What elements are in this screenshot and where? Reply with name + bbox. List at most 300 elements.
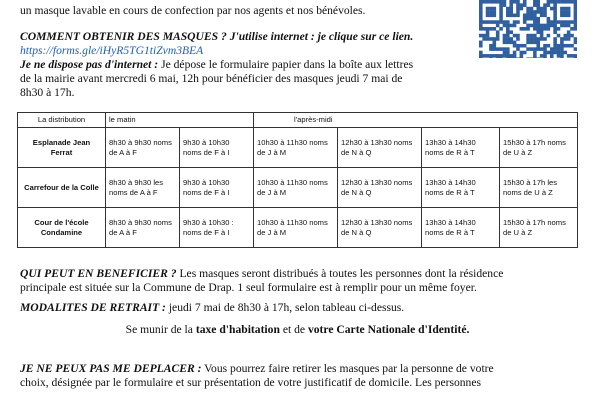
qr-module (509, 30, 513, 34)
qr-module (563, 14, 567, 18)
qr-module (489, 47, 493, 51)
qr-module (493, 54, 497, 58)
qr-module (493, 44, 497, 48)
qr-module (489, 37, 493, 41)
qr-module (563, 0, 567, 4)
qr-module (479, 41, 483, 45)
retrait-label: MODALITES DE RETRAIT : (20, 301, 166, 314)
qr-module (533, 3, 537, 7)
qr-module (557, 27, 561, 31)
qr-module (536, 7, 540, 11)
qr-module (567, 37, 571, 41)
slot-cell: 13h30 à 14h30 noms de R à T (422, 128, 500, 168)
qr-module (526, 14, 530, 18)
no-internet-line-3: 8h30 à 17h. (20, 86, 75, 99)
qr-module (567, 30, 571, 34)
qr-module (513, 57, 517, 58)
qr-module (523, 51, 527, 55)
qr-module (503, 20, 507, 24)
qr-module (489, 7, 493, 11)
qr-module (509, 57, 513, 58)
qr-module (486, 7, 490, 11)
qr-module (509, 24, 513, 28)
qr-module (506, 41, 510, 45)
qr-module (482, 37, 486, 41)
qr-module (543, 14, 547, 18)
qr-module (516, 20, 520, 24)
place-cell: Esplanade Jean Ferrat (18, 128, 106, 168)
qr-module (563, 51, 567, 55)
qr-module (516, 44, 520, 48)
qr-module (530, 10, 534, 14)
qr-module (482, 20, 486, 24)
qr-module (570, 44, 574, 48)
slot-cell: 8h30 à 9h30 noms de A à F (106, 128, 180, 168)
qr-module (526, 47, 530, 51)
qr-module (543, 47, 547, 51)
qr-module (520, 51, 524, 55)
qr-module (563, 20, 567, 24)
qr-module (547, 24, 551, 28)
qr-module (493, 47, 497, 51)
qr-module (493, 20, 497, 24)
qr-module (516, 57, 520, 58)
obtain-internet-text: J'utilise internet : je clique sur ce lien. (229, 30, 414, 43)
qr-module (526, 24, 530, 28)
qr-module (553, 20, 557, 24)
qr-module (540, 14, 544, 18)
qr-module (550, 24, 554, 28)
qr-module (509, 54, 513, 58)
qr-module (540, 24, 544, 28)
qr-module (570, 34, 574, 38)
bring-line (0, 323, 595, 337)
table-row (18, 128, 578, 168)
slot-cell: 9h30 à 10h30 noms de F à I (180, 128, 254, 168)
qr-module (570, 54, 574, 58)
qr-module (479, 54, 483, 58)
retrait-line (20, 301, 404, 315)
qr-module (509, 3, 513, 7)
qr-module (526, 27, 530, 31)
slot-cell: 8h30 à 9h30 les noms de A à F (106, 168, 180, 208)
qr-module (560, 24, 564, 28)
qr-module (574, 20, 577, 24)
qr-module (543, 51, 547, 55)
qr-module (533, 24, 537, 28)
qr-module (543, 54, 547, 58)
qr-module (493, 0, 497, 4)
qr-module (563, 37, 567, 41)
qr-module (523, 0, 527, 4)
slot-cell: 9h30 à 10h30 : noms de F à I (180, 208, 254, 248)
qr-module (547, 27, 551, 31)
qr-module (560, 47, 564, 51)
slot-cell: 10h30 à 11h30 noms de J à M (254, 208, 338, 248)
qr-module (533, 47, 537, 51)
no-internet-label: Je ne dispose pas d'internet : (20, 58, 159, 71)
qr-module (499, 20, 503, 24)
qr-module (486, 37, 490, 41)
qr-module (523, 44, 527, 48)
qr-module (479, 20, 483, 24)
intro-text: un masque lavable en cours de confection par nos agents et nos bénévoles. (20, 4, 366, 17)
qr-module (503, 0, 507, 4)
qr-module (536, 27, 540, 31)
qr-module (560, 14, 564, 18)
header-distribution: La distribution (18, 113, 106, 128)
qr-module (513, 41, 517, 45)
qr-module (503, 37, 507, 41)
qr-module (574, 57, 577, 58)
slot-cell: 12h30 à 13h30 noms de N à Q (338, 128, 422, 168)
qr-module (499, 57, 503, 58)
qr-module (557, 51, 561, 55)
qr-module (567, 20, 571, 24)
qr-module (520, 3, 524, 7)
qr-module (513, 51, 517, 55)
qr-module (493, 27, 497, 31)
table-row (18, 168, 578, 208)
qr-module (553, 7, 557, 11)
slot-cell: 15h30 à 17h les noms de U à Z (500, 168, 578, 208)
qr-module (496, 47, 500, 51)
qr-module (540, 34, 544, 38)
no-internet-text: Je dépose le formulaire papier dans la boîte aux lettres (161, 58, 414, 71)
qr-module (509, 0, 513, 4)
qr-module (550, 57, 554, 58)
qr-module (567, 44, 571, 48)
qr-module (516, 0, 520, 4)
qr-module (574, 47, 577, 51)
qr-module (536, 10, 540, 14)
qr-module (486, 10, 490, 14)
qr-module (543, 44, 547, 48)
qr-module (486, 30, 490, 34)
retrait-text: jeudi 7 mai de 8h30 à 17h, selon tableau ci-dessus. (168, 301, 405, 314)
qr-module (509, 10, 513, 14)
qr-module (530, 41, 534, 45)
qr-module (550, 0, 554, 4)
table-row (18, 208, 578, 248)
qr-module (506, 20, 510, 24)
bring-tax: taxe d'habitation (195, 323, 280, 336)
qr-module (533, 27, 537, 31)
qr-module (567, 54, 571, 58)
qr-module (513, 24, 517, 28)
qr-module (496, 54, 500, 58)
no-internet-line-1 (20, 58, 413, 72)
qr-module (547, 44, 551, 48)
qr-module (563, 7, 567, 11)
qr-module (533, 57, 537, 58)
qr-module (482, 0, 486, 4)
qr-module (536, 57, 540, 58)
qr-module (533, 54, 537, 58)
qr-module (530, 17, 534, 21)
qr-module (536, 24, 540, 28)
qr-module (563, 24, 567, 28)
qr-module (513, 0, 517, 4)
qr-module (547, 51, 551, 55)
qr-module (486, 54, 490, 58)
qr-module (533, 51, 537, 55)
qr-module (574, 14, 577, 18)
qr-module (553, 14, 557, 18)
qr-module (499, 0, 503, 4)
qr-module (526, 57, 530, 58)
qr-module (486, 34, 490, 38)
qr-module (489, 20, 493, 24)
qr-module (547, 3, 551, 7)
qr-module (570, 27, 574, 31)
qr-module (496, 0, 500, 4)
qr-module (489, 14, 493, 18)
qr-module (496, 30, 500, 34)
slot-cell: 12h30 à 13h30 noms de N à Q (338, 208, 422, 248)
qr-module (520, 7, 524, 11)
qr-module (493, 14, 497, 18)
qr-code (479, 0, 577, 58)
header-afternoon: l'après-midi (254, 113, 578, 128)
qr-module (503, 24, 507, 28)
qr-module (486, 14, 490, 18)
qr-module (526, 41, 530, 45)
qr-module (533, 14, 537, 18)
qr-module (489, 27, 493, 31)
header-morning: le matin (106, 113, 254, 128)
obtain-title: COMMENT OBTENIR DES MASQUES ? (20, 30, 227, 43)
qr-module (523, 27, 527, 31)
qr-module (493, 37, 497, 41)
qr-module (543, 7, 547, 11)
slot-cell: 15h30 à 17h noms de U à Z (500, 208, 578, 248)
qr-module (506, 47, 510, 51)
qr-module (557, 34, 561, 38)
qr-module (479, 34, 483, 38)
qr-module (506, 24, 510, 28)
qr-module (493, 10, 497, 14)
qr-module (533, 41, 537, 45)
qr-module (570, 0, 574, 4)
qr-module (547, 20, 551, 24)
qr-module (547, 34, 551, 38)
qr-module (530, 57, 534, 58)
qr-module (486, 0, 490, 4)
qr-module (574, 41, 577, 45)
qr-module (523, 14, 527, 18)
qr-module (489, 57, 493, 58)
qr-module (506, 54, 510, 58)
qr-module (536, 44, 540, 48)
qr-module (496, 34, 500, 38)
qr-module (523, 3, 527, 7)
who-line-1 (20, 267, 503, 281)
bring-middle: et de (282, 323, 306, 336)
qr-module (506, 10, 510, 14)
qr-module (553, 27, 557, 31)
qr-module (574, 10, 577, 14)
qr-module (563, 44, 567, 48)
slot-cell: 8h30 à 9h30 noms de A à F (106, 208, 180, 248)
qr-module (489, 44, 493, 48)
slot-cell: 10h30 à 11h30 noms de J à M (254, 168, 338, 208)
qr-module (536, 30, 540, 34)
qr-module (479, 24, 483, 28)
qr-module (560, 10, 564, 14)
qr-module (493, 41, 497, 45)
qr-module (506, 34, 510, 38)
qr-module (486, 27, 490, 31)
qr-module (516, 47, 520, 51)
qr-module (479, 0, 483, 4)
qr-module (526, 37, 530, 41)
qr-module (540, 7, 544, 11)
qr-module (557, 47, 561, 51)
qr-module (553, 24, 557, 28)
qr-module (560, 37, 564, 41)
qr-module (567, 24, 571, 28)
qr-module (553, 0, 557, 4)
qr-module (533, 34, 537, 38)
qr-module (479, 7, 483, 11)
qr-module (530, 37, 534, 41)
bring-prefix: Se munir de la (125, 323, 193, 336)
qr-module (482, 27, 486, 31)
qr-module (536, 47, 540, 51)
qr-module (530, 24, 534, 28)
slot-cell: 12h30 à 13h30 noms de N à Q (338, 168, 422, 208)
form-link[interactable]: https://forms.gle/iHyR5TG1tiZvm3BEA (20, 44, 204, 57)
qr-module (526, 10, 530, 14)
place-cell: Carrefour de la Colle (18, 168, 106, 208)
qr-module (516, 10, 520, 14)
qr-module (499, 54, 503, 58)
qr-module (526, 34, 530, 38)
qr-module (479, 51, 483, 55)
qr-module (536, 17, 540, 21)
qr-module (523, 20, 527, 24)
qr-module (560, 57, 564, 58)
qr-module (496, 57, 500, 58)
qr-module (479, 14, 483, 18)
slot-cell: 15h30 à 17h noms de U à Z (500, 128, 578, 168)
qr-module (553, 51, 557, 55)
qr-module (553, 10, 557, 14)
qr-module (520, 54, 524, 58)
qr-module (533, 17, 537, 21)
qr-module (479, 57, 483, 58)
qr-module (543, 57, 547, 58)
who-line-2: principale est située sur la Commune de Drap. 1 seul formulaire est à remplir pour un même foyer. (20, 281, 477, 294)
qr-module (533, 20, 537, 24)
qr-module (553, 41, 557, 45)
qr-module (550, 51, 554, 55)
qr-module (536, 20, 540, 24)
qr-module (513, 20, 517, 24)
qr-module (509, 41, 513, 45)
qr-module (479, 10, 483, 14)
qr-module (482, 54, 486, 58)
qr-module (489, 54, 493, 58)
qr-module (574, 54, 577, 58)
qr-module (550, 7, 554, 11)
qr-module (567, 34, 571, 38)
qr-module (509, 7, 513, 11)
qr-module (479, 44, 483, 48)
qr-module (516, 37, 520, 41)
qr-module (560, 44, 564, 48)
qr-module (540, 37, 544, 41)
qr-module (503, 47, 507, 51)
cannot-line-1 (20, 362, 494, 376)
qr-module (574, 7, 577, 11)
qr-module (479, 27, 483, 31)
qr-module (567, 0, 571, 4)
obtain-heading (20, 30, 413, 44)
qr-module (506, 51, 510, 55)
qr-module (513, 44, 517, 48)
qr-module (574, 3, 577, 7)
qr-module (536, 37, 540, 41)
qr-module (506, 57, 510, 58)
qr-module (574, 17, 577, 21)
qr-module (503, 51, 507, 55)
qr-module (513, 14, 517, 18)
qr-module (499, 17, 503, 21)
qr-module (536, 0, 540, 4)
qr-module (553, 37, 557, 41)
qr-module (499, 14, 503, 18)
qr-module (553, 3, 557, 7)
qr-module (543, 3, 547, 7)
qr-module (567, 7, 571, 11)
qr-module (530, 7, 534, 11)
cannot-text: Vous pourrez faire retirer les masques par la personne de votre (204, 362, 494, 375)
place-cell: Cour de l'école Condamine (18, 208, 106, 248)
qr-module (520, 44, 524, 48)
qr-module (567, 10, 571, 14)
qr-module (520, 27, 524, 31)
qr-module (540, 27, 544, 31)
cannot-line-2: choix, désignée par le formulaire et sur présentation de votre justificatif de domicile. Les personnes (20, 376, 482, 389)
qr-module (540, 54, 544, 58)
qr-module (574, 37, 577, 41)
qr-module (557, 44, 561, 48)
qr-module (499, 47, 503, 51)
slot-cell: 10h30 à 11h30 noms de J à M (254, 128, 338, 168)
qr-module (506, 7, 510, 11)
qr-module (523, 17, 527, 21)
qr-module (520, 57, 524, 58)
qr-module (540, 30, 544, 34)
qr-module (516, 34, 520, 38)
qr-module (493, 7, 497, 11)
qr-module (506, 27, 510, 31)
qr-module (499, 27, 503, 31)
qr-module (516, 14, 520, 18)
qr-module (506, 30, 510, 34)
qr-module (499, 7, 503, 11)
qr-module (543, 37, 547, 41)
qr-module (553, 30, 557, 34)
qr-module (526, 17, 530, 21)
qr-module (533, 37, 537, 41)
qr-module (479, 3, 483, 7)
qr-module (574, 24, 577, 28)
qr-module (557, 20, 561, 24)
qr-module (560, 51, 564, 55)
